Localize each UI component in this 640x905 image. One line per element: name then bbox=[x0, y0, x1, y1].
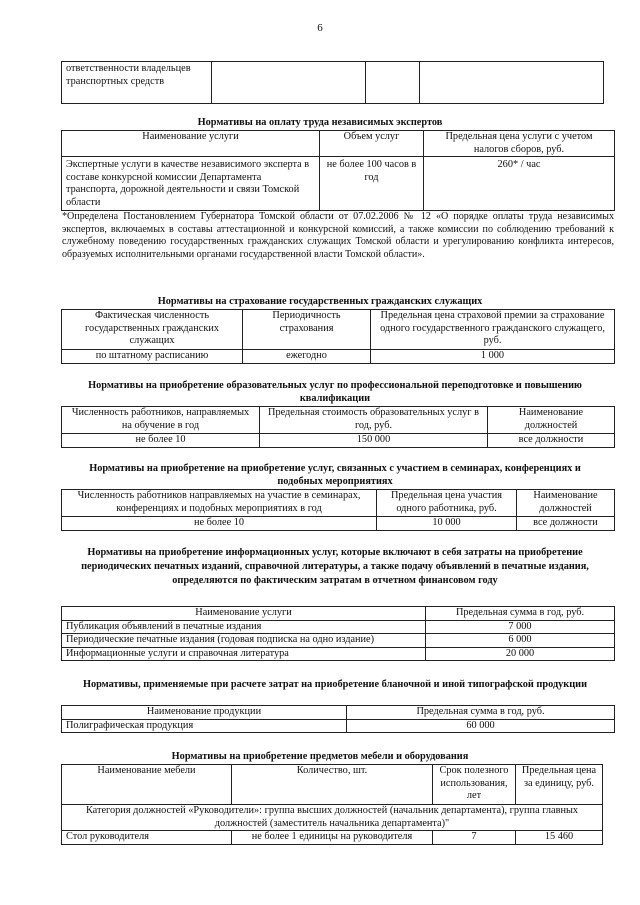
table-header: Численность работников направляемых на участие в семинарах, конференциях и подобных мероприятиях в год bbox=[62, 490, 377, 517]
table-cell: Стол руководителя bbox=[62, 831, 232, 845]
table-header: Наименование продукции bbox=[62, 706, 347, 720]
table-cell: Периодические печатные издания (годовая подписка на одно издание) bbox=[62, 634, 426, 648]
table-header: Наименование мебели bbox=[62, 765, 232, 805]
table-cell: 7 000 bbox=[426, 620, 615, 634]
table-header: Численность работников, направляемых на обучение в год bbox=[62, 407, 260, 434]
section-heading: Нормативы на приобретение предметов мебели и оборудования bbox=[171, 751, 469, 762]
table-cell: Информационные услуги и справочная литература bbox=[62, 647, 426, 661]
section-heading: Нормативы на оплату труда независимых экспертов bbox=[197, 117, 443, 128]
section-heading: Нормативы, применяемые при расчете затрат на приобретение бланочной и иной типографской продукции bbox=[82, 679, 588, 690]
table-cell bbox=[420, 62, 604, 104]
table-cell: не более 10 bbox=[62, 517, 377, 531]
footnote: *Определена Постановлением Губернатора Томской области от 07.02.2006 № 12 «О порядке оплаты труда независимых экспертов, включаемых в составы аттестационной и конкурсной комиссий, а также комиссии по соблюдению требований к служебному поведению государственных гражданских служащих Томской области и урегулированию конфликта интересов, образуемых исполнительными органами государственной власти Томской области». bbox=[62, 211, 614, 260]
table-header: Предельная цена участия одного работника, руб. bbox=[377, 490, 517, 517]
table-header: Предельная цена услуги с учетом налогов сборов, руб. bbox=[424, 131, 615, 157]
table-header: Наименование услуги bbox=[62, 607, 426, 621]
section-heading: Нормативы на приобретение на приобретение услуг, связанных с участием в семинарах, конференциях и подобных мероприятиях bbox=[89, 463, 581, 487]
table-cell: Экспертные услуги в качестве независимого эксперта в составе конкурсной комиссии Департамента транспорта, дорожной деятельности и связи Томской области bbox=[62, 157, 320, 211]
table-cell bbox=[366, 62, 420, 104]
table-header: Предельная сумма в год, руб. bbox=[426, 607, 615, 621]
table-cell: 15 460 bbox=[516, 831, 603, 845]
printing-table bbox=[61, 705, 615, 733]
table-header: Предельная цена за единицу, руб. bbox=[516, 765, 603, 805]
table-header: Срок полезного использования, лет bbox=[433, 765, 516, 805]
category-row: Категория должностей «Руководители»: группа высших должностей (начальник департамента), группа главных должностей (заместитель начальника департамента)" bbox=[62, 805, 603, 831]
section-heading: Нормативы на приобретение образовательных услуг по профессиональной переподготовке и повышению квалификации bbox=[88, 380, 582, 404]
table-cell: 1 000 bbox=[371, 350, 615, 364]
table-cell: по штатному расписанию bbox=[62, 350, 243, 364]
table-cell bbox=[212, 62, 366, 104]
info-table bbox=[61, 606, 615, 661]
table-cell: ежегодно bbox=[243, 350, 371, 364]
table-cell: все должности bbox=[517, 517, 615, 531]
experts-table bbox=[61, 130, 615, 211]
table-header: Периодичность страхования bbox=[243, 310, 371, 350]
continuation-table bbox=[61, 61, 604, 104]
table-cell: 150 000 bbox=[260, 434, 488, 448]
section-heading: Нормативы на приобретение информационных услуг, которые включают в себя затраты на приобретение периодических печатных изданий, справочной литературы, а также подачу объявлений в печатные издания, определяются по фактическим затратам в отчетном финансовом году bbox=[81, 547, 589, 586]
table-cell: не более 1 единицы на руководителя bbox=[232, 831, 433, 845]
table-cell: 20 000 bbox=[426, 647, 615, 661]
page-number: 6 bbox=[317, 22, 323, 34]
table-cell: 6 000 bbox=[426, 634, 615, 648]
table-cell: Полиграфическая продукция bbox=[62, 719, 347, 733]
table-cell: ответственности владельцев транспортных средств bbox=[62, 62, 212, 104]
table-header: Наименование услуги bbox=[62, 131, 320, 157]
seminars-table bbox=[61, 489, 615, 531]
table-header: Объем услуг bbox=[320, 131, 424, 157]
table-cell: не более 10 bbox=[62, 434, 260, 448]
table-cell: не более 100 часов в год bbox=[320, 157, 424, 211]
table-cell: 260* / час bbox=[424, 157, 615, 211]
table-header: Наименование должностей bbox=[517, 490, 615, 517]
table-cell: Публикация объявлений в печатные издания bbox=[62, 620, 426, 634]
section-heading: Нормативы на страхование государственных гражданских служащих bbox=[157, 296, 483, 307]
table-header: Наименование должностей bbox=[488, 407, 615, 434]
table-header: Предельная цена страховой премии за страхование одного государственного гражданского служащего, руб. bbox=[371, 310, 615, 350]
education-table bbox=[61, 406, 615, 448]
table-cell: 10 000 bbox=[377, 517, 517, 531]
table-cell: все должности bbox=[488, 434, 615, 448]
table-cell: 60 000 bbox=[347, 719, 615, 733]
table-header: Предельная стоимость образовательных услуг в год, руб. bbox=[260, 407, 488, 434]
furniture-table bbox=[61, 764, 603, 845]
table-cell: 7 bbox=[433, 831, 516, 845]
table-header: Предельная сумма в год, руб. bbox=[347, 706, 615, 720]
table-header: Фактическая численность государственных гражданских служащих bbox=[62, 310, 243, 350]
insurance-table bbox=[61, 309, 615, 364]
table-header: Количество, шт. bbox=[232, 765, 433, 805]
